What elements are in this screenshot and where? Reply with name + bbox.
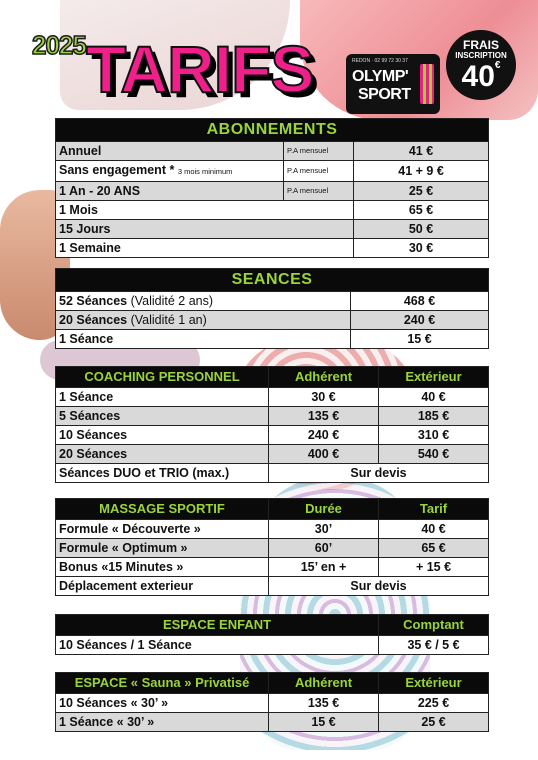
table-row: [56, 142, 489, 161]
table-row: [56, 388, 489, 407]
row-label: 20 Séances: [56, 445, 269, 464]
row-label: 10 Séances / 1 Séance: [56, 636, 379, 655]
coaching-title: COACHING PERSONNEL: [56, 367, 269, 388]
row-value-adherent: 135 €: [269, 407, 379, 426]
row-label: Formule « Découverte »: [56, 520, 269, 539]
massage-col-tarif: Tarif: [379, 499, 489, 520]
logo-line-2: SPORT: [358, 86, 411, 103]
badge-line-1: FRAIS: [463, 38, 499, 52]
row-label: [56, 142, 284, 161]
table-row: [56, 426, 489, 445]
table-row: [56, 713, 489, 732]
table-row: [56, 558, 489, 577]
table-row: [56, 201, 489, 220]
table-row: [56, 636, 489, 655]
row-value-tarif: 40 €: [379, 520, 489, 539]
table-row: [56, 539, 489, 558]
registration-fee-badge: [446, 30, 516, 100]
row-value-exterieur: 25 €: [379, 713, 489, 732]
logo-stripes-icon: [420, 64, 434, 104]
row-label: 10 Séances « 30’ »: [56, 694, 269, 713]
row-unit: P.A mensuel: [284, 182, 354, 201]
row-label: 1 Mois: [56, 201, 354, 220]
row-value-duree: 30’: [269, 520, 379, 539]
row-label: [56, 292, 351, 311]
row-value-comptant: 35 € / 5 €: [379, 636, 489, 655]
table-row: [56, 577, 489, 596]
seances-title: SEANCES: [56, 269, 489, 292]
row-label: 1 Séance: [56, 388, 269, 407]
row-label: Bonus «15 Minutes »: [56, 558, 269, 577]
row-unit: P.A mensuel: [284, 161, 354, 182]
badge-price: [446, 60, 516, 94]
row-value-duree: 15’ en +: [269, 558, 379, 577]
row-value-exterieur: 225 €: [379, 694, 489, 713]
table-row: [56, 292, 489, 311]
sauna-title: ESPACE « Sauna » Privatisé: [56, 673, 269, 694]
row-value-duo: Sur devis: [269, 464, 489, 483]
abonnements-title: ABONNEMENTS: [56, 119, 489, 142]
row-price: 65 €: [354, 201, 489, 220]
table-row: [56, 445, 489, 464]
row-label: [56, 311, 351, 330]
seances-table: [55, 268, 489, 349]
row-note: (Validité 1 an): [130, 313, 207, 327]
row-label: 1 Séance: [56, 330, 351, 349]
massage-col-duree: Durée: [269, 499, 379, 520]
abonnements-table: [55, 118, 489, 258]
row-label: [56, 161, 284, 182]
row-note: (Validité 2 ans): [130, 294, 214, 308]
table-row: [56, 161, 489, 182]
row-price: 41 + 9 €: [354, 161, 489, 182]
row-label: 5 Séances: [56, 407, 269, 426]
row-value-adherent: 30 €: [269, 388, 379, 407]
enfant-table: [55, 614, 489, 655]
table-row: [56, 330, 489, 349]
table-row: [56, 182, 489, 201]
row-price: 240 €: [351, 311, 489, 330]
table-row: [56, 311, 489, 330]
enfant-col-comptant: Comptant: [379, 615, 489, 636]
row-value-adherent: 400 €: [269, 445, 379, 464]
row-value-exterieur: 310 €: [379, 426, 489, 445]
row-value-adherent: 15 €: [269, 713, 379, 732]
row-price: 41 €: [354, 142, 489, 161]
row-price: 15 €: [351, 330, 489, 349]
row-value-exterieur: 40 €: [379, 388, 489, 407]
olymp-sport-logo: [346, 54, 440, 114]
row-unit: P.A mensuel: [284, 142, 354, 161]
row-label-text: 52 Séances: [59, 294, 128, 308]
coaching-col-adherent: Adhérent: [269, 367, 379, 388]
row-label: 1 Semaine: [56, 239, 354, 258]
row-label-text: 20 Séances: [59, 313, 128, 327]
row-label-text: Annuel: [59, 144, 102, 158]
row-value-deplacement: Sur devis: [269, 577, 489, 596]
row-value-duree: 60’: [269, 539, 379, 558]
row-value-exterieur: 540 €: [379, 445, 489, 464]
row-label: Déplacement exterieur: [56, 577, 269, 596]
logo-tagline: REDON · 02 99 72 30 37: [352, 58, 408, 64]
massage-table: [55, 498, 489, 596]
coaching-table: [55, 366, 489, 483]
coaching-col-exterieur: Extérieur: [379, 367, 489, 388]
row-label: 15 Jours: [56, 220, 354, 239]
row-value-tarif: 65 €: [379, 539, 489, 558]
table-row: [56, 694, 489, 713]
sauna-col-exterieur: Extérieur: [379, 673, 489, 694]
row-label: Formule « Optimum »: [56, 539, 269, 558]
row-value-adherent: 240 €: [269, 426, 379, 445]
row-value-adherent: 135 €: [269, 694, 379, 713]
row-label: 1 Séance « 30’ »: [56, 713, 269, 732]
table-row: [56, 407, 489, 426]
row-price: 30 €: [354, 239, 489, 258]
sauna-col-adherent: Adhérent: [269, 673, 379, 694]
row-label: 10 Séances: [56, 426, 269, 445]
row-price: 50 €: [354, 220, 489, 239]
row-value-tarif: + 15 €: [379, 558, 489, 577]
table-row: [56, 220, 489, 239]
row-label: 1 An - 20 ANS: [56, 182, 284, 201]
page-title: TARIFS: [86, 32, 314, 106]
table-row: [56, 520, 489, 539]
row-label: Séances DUO et TRIO (max.): [56, 464, 269, 483]
year-label: 2025: [32, 30, 86, 60]
row-note: 3 mois minimum: [177, 167, 233, 176]
massage-title: MASSAGE SPORTIF: [56, 499, 269, 520]
row-value-exterieur: 185 €: [379, 407, 489, 426]
enfant-title: ESPACE ENFANT: [56, 615, 379, 636]
badge-currency: €: [494, 60, 501, 71]
row-label-text: Sans engagement *: [59, 163, 175, 177]
sauna-table: [55, 672, 489, 732]
badge-line-2: INSCRIPTION: [455, 51, 507, 60]
table-row: [56, 239, 489, 258]
logo-line-1: OLYMP': [352, 68, 409, 85]
row-price: 25 €: [354, 182, 489, 201]
badge-price-value: 40: [461, 60, 495, 93]
table-row: [56, 464, 489, 483]
row-price: 468 €: [351, 292, 489, 311]
